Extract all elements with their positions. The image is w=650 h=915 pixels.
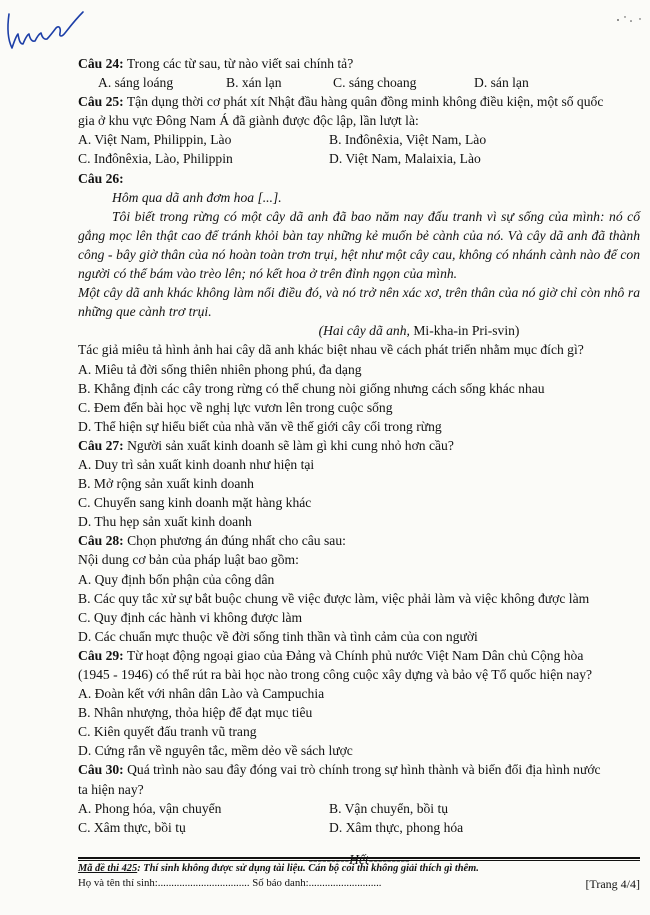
question-label: Câu 29: [78,647,124,663]
exam-code: Mã đề thi 425 [78,863,138,874]
option-b: B. xán lạn [226,75,282,91]
question-30 [78,760,640,779]
question-text: Quá trình nào sau đây đóng vai trò chính trong sự hình thành và biến đổi địa hình nước [123,762,601,778]
option-a: A. Miêu tả đời sống thiên nhiên phong phú, đa dạng [78,361,362,377]
source-author: Mi-kha-in Pri-svin) [409,323,520,339]
option-a: A. Quy định bổn phận của công dân [78,571,275,587]
option-c: C. Kiên quyết đấu tranh vũ trang [78,724,257,740]
option-b: B. Khẳng định các cây trong rừng có thể chung nòi giống nhưng cách sống khác nhau [78,380,545,396]
question-29 [78,646,640,665]
option-d: D. sán lạn [474,75,529,91]
option-b: B. Nhân nhượng, thỏa hiệp để đạt mục tiêu [78,705,313,721]
option-c: C. Đem đến bài học về nghị lực vươn lên trong cuộc sống [78,399,393,415]
passage-source [78,321,640,340]
question-24 [78,54,640,73]
option-a: A. Đoàn kết với nhân dân Lào và Campuchia [78,686,325,702]
exam-instruction: : Thí sinh không được sử dụng tài liệu. Cán bộ coi thi không giải thích gì thêm. [137,863,479,874]
question-label: Câu 30: [78,762,124,778]
handwritten-signature [3,6,87,56]
question-25 [78,92,640,111]
option-b: B. Mở rộng sản xuất kinh doanh [78,476,254,492]
reading-passage [78,188,640,322]
exam-content [78,54,640,869]
q30-options-row1 [78,799,640,818]
option-c: C. sáng choang [333,75,417,91]
question-text: Chọn phương án đúng nhất cho câu sau: [123,533,346,549]
option-c: C. Inđônêxia, Lào, Philippin [78,151,233,167]
question-27 [78,436,640,455]
option-a: A. sáng loáng [98,75,174,91]
question-label: Câu 28: [78,533,124,549]
passage-paragraph-1: Hôm qua dã anh đơm hoa [...]. [112,189,282,205]
question-label: Câu 24: [78,56,124,71]
question-text-cont: (1945 - 1946) có thể rút ra bài học nào trong công cuộc xây dựng và bảo vệ Tổ quốc hiện nay? [78,667,593,682]
footer-rule-thick [78,857,640,859]
option-d: D. Các chuẩn mực thuộc về đời sống tinh thần và tình cảm của con người [78,628,478,644]
question-stem: Nội dung cơ bản của pháp luật bao gồm: [78,552,299,568]
q25-options-row2 [78,149,640,168]
option-b: B. Các quy tắc xử sự bắt buộc chung về việc được làm, việc phải làm và việc không được làm [78,590,590,606]
question-label: Câu 27: [78,437,124,453]
option-a: A. Phong hóa, vận chuyển [78,800,222,816]
question-26-label: Câu 26: [78,170,124,186]
end-mark: ---------Hết--------- [308,851,410,867]
option-c: C. Quy định các hành vi không được làm [78,609,303,625]
scan-specks [614,14,644,24]
option-d: D. Xâm thực, phong hóa [329,819,464,835]
question-text-cont: gia ở khu vực Đông Nam Á đã giành được độc lập, lần lượt là: [78,113,419,129]
question-text-cont: ta hiện nay? [78,781,144,797]
candidate-fields: Họ và tên thí sinh:.................................. Số báo danh:........................... [78,877,382,889]
question-text: Từ hoạt động ngoại giao của Đảng và Chính phủ nước Việt Nam Dân chủ Cộng hòa [123,647,584,663]
option-d: D. Việt Nam, Malaixia, Lào [329,151,481,167]
q25-options-row1 [78,130,640,149]
footer-rule-thin [78,860,640,861]
page-number: [Trang 4/4] [585,877,640,891]
q24-options [78,73,640,92]
option-b: B. Inđônêxia, Việt Nam, Lào [329,132,487,148]
option-c: C. Chuyển sang kinh doanh mặt hàng khác [78,495,312,511]
passage-paragraph-3: Một cây dã anh khác không làm nổi điều đó, và nó trở nên xác xơ, trên thân của nó giờ chỉ còn nhô ra những que cành trơ trụi. [78,285,640,320]
option-d: D. Thu hẹp sản xuất kinh doanh [78,514,252,530]
question-26-text: Tác giả miêu tả hình ảnh hai cây dã anh khác biệt nhau về cách phát triển nhằm mục đích gì? [78,342,584,358]
q30-options-row2 [78,818,640,837]
footer-info [78,877,640,892]
question-28 [78,531,640,550]
option-d: D. Thể hiện sự hiểu biết của nhà văn về thế giới cây cối trong rừng [78,418,442,434]
option-a: A. Việt Nam, Philippin, Lào [78,132,232,148]
option-d: D. Cứng rắn về nguyên tắc, mềm dẻo về sách lược [78,743,353,759]
passage-paragraph-2: Tôi biết trong rừng có một cây dã anh đã bao năm nay đấu tranh vì sự sống của mình: nó cố gắng mọc lên thật cao để tránh khỏi bàn tay những kẻ muốn bẻ cành của nó. Và cây dã anh đã thành công - bây giờ thân của nó hoàn toàn trơn trụi, hệt như một cây cau, không có nhánh cành nào để con người có thể bám vào trèo lên; nó kết hoa ở trên đỉnh ngọn của mình. [78,208,640,282]
option-c: C. Xâm thực, bồi tụ [78,819,186,835]
source-title: (Hai cây dã anh, [318,323,410,339]
question-text: Trong các từ sau, từ nào viết sai chính tả? [123,56,354,71]
question-text: Người sản xuất kinh doanh sẽ làm gì khi cung nhỏ hơn cầu? [123,437,454,453]
footer-note [78,863,640,874]
option-a: A. Duy trì sản xuất kinh doanh như hiện tại [78,456,315,472]
question-text: Tận dụng thời cơ phát xít Nhật đầu hàng quân đồng minh không điều kiện, một số quốc [123,94,604,110]
option-b: B. Vận chuyển, bồi tụ [329,800,449,816]
question-label: Câu 25: [78,94,124,110]
